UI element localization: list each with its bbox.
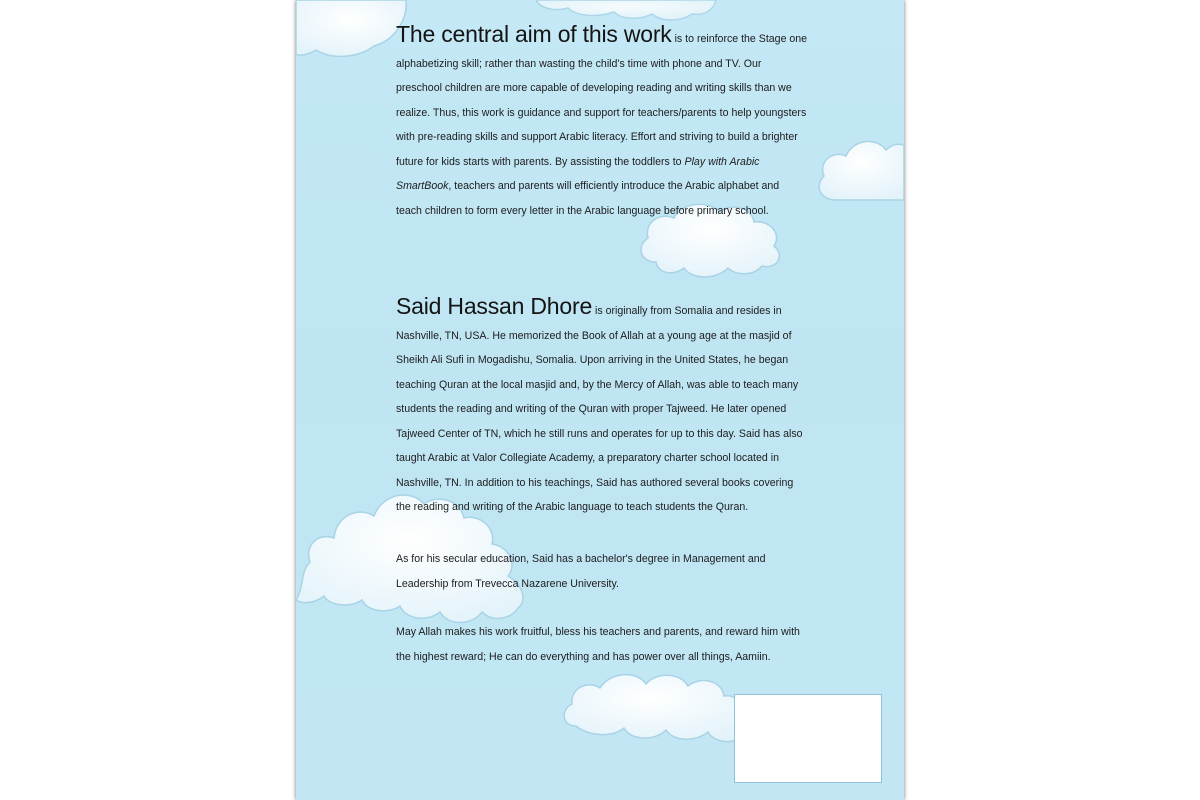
central-aim-text-part1: is to reinforce the Stage one alphabetizing skill; rather than wasting the child's time with phone and TV. Our preschool children are more capable of developing reading and writing skills than we realize. Thus, this work is guidance and support for teachers/parents to help youngsters with pre-reading skills and support Arabic literacy. Effort and striving to build a brighter future for kids starts with parents. By assisting the toddlers to bbox=[396, 33, 808, 168]
section-dua bbox=[396, 620, 808, 669]
author-bio-text: is originally from Somalia and resides in Nashville, TN, USA. He memorized the Book of Allah at a young age at the masjid of Sheikh Ali Sufi in Mogadishu, Somalia. Upon arriving in the United States, he began teaching Quran at the local masjid and, by the Mercy of Allah, was able to teach many students the reading and writing of the Quran with proper Tajweed. He later opened Tajweed Center of TN, which he still runs and operates for up to this day. Said has also taught Arabic at Valor Collegiate Academy, a preparatory charter school located in Nashville, TN. In addition to his teachings, Said has authored several books covering the reading and writing of the Arabic language to teach students the Quran. bbox=[396, 305, 803, 513]
cloud-bottom-center bbox=[564, 675, 738, 742]
central-aim-text-part2: , teachers and parents will efficiently introduce the Arabic alphabet and teach children to form every letter in the Arabic language before primary school. bbox=[396, 180, 780, 217]
section-author-bio bbox=[396, 294, 808, 520]
dua-paragraph: May Allah makes his work fruitful, bless his teachers and parents, and reward him with the highest reward; He can do everything and has power over all things, Aamiin. bbox=[396, 626, 800, 663]
section-central-aim bbox=[396, 22, 808, 223]
book-back-cover bbox=[296, 0, 904, 800]
barcode-placeholder-box bbox=[734, 694, 882, 783]
central-aim-paragraph bbox=[396, 22, 808, 223]
book-title-italic: Play with Arabic SmartBook bbox=[396, 155, 760, 192]
cloud-top-left bbox=[296, 0, 406, 56]
author-name-heading: Said Hassan Dhore bbox=[396, 293, 593, 319]
author-bio-paragraph bbox=[396, 294, 808, 520]
education-paragraph: As for his secular education, Said has a bachelor's degree in Management and Leadership from Trevecca Nazarene University. bbox=[396, 553, 766, 590]
cloud-right bbox=[819, 141, 904, 200]
cloud-top-center bbox=[536, 0, 716, 20]
central-aim-heading: The central aim of this work bbox=[396, 21, 672, 47]
section-education bbox=[396, 547, 808, 596]
